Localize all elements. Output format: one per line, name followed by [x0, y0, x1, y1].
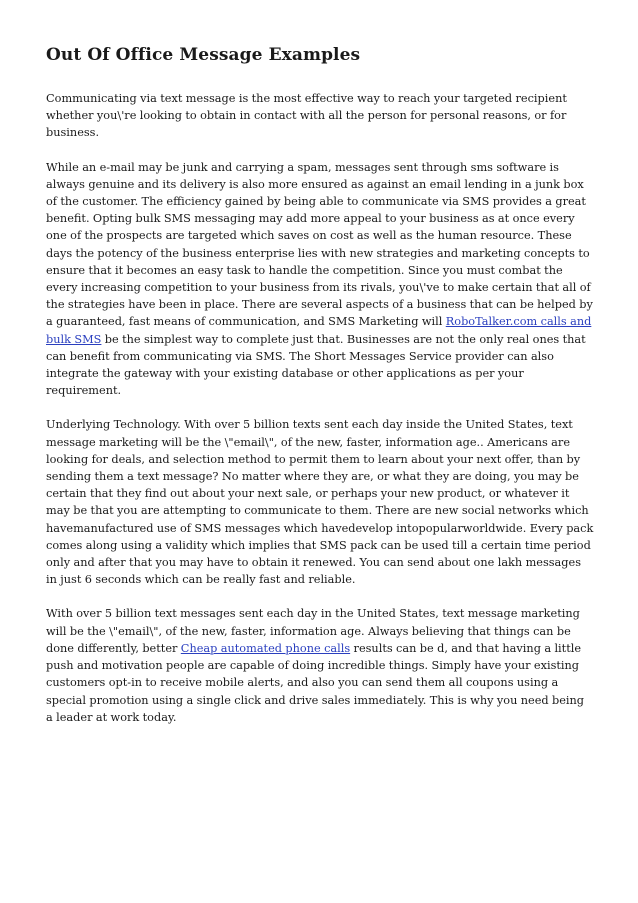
paragraph-technology — [46, 416, 594, 588]
paragraph-sms-benefits — [46, 159, 594, 400]
cheap-automated-calls-link[interactable]: Cheap automated phone calls — [180, 641, 351, 655]
paragraph-text: be the simplest way to complete just that. Businesses are not the only real ones that can benefit from communicating via SMS. The Short Messages Service provider can also integrate the gateway with your existing database or other applications as per your requirement. — [46, 332, 586, 398]
paragraph-conclusion — [46, 605, 594, 725]
paragraph-text: While an e-mail may be junk and carrying a spam, messages sent through sms software is always genuine and its delivery is also more ensured as against an email lending in a junk box of the customer. The efficiency gained by being able to communicate via SMS provides a great benefit. Opting bulk SMS messaging may add more appeal to your business as at once every one of the prospects are targeted which saves on cost as well as the human resource. These days the potency of the business enterprise lies with new strategies and marketing concepts to ensure that it becomes an easy task to handle the competition. Since you must combat the every increasing competition to your business from its rivals, you\'ve to make certain that all of the strategies have been in place. There are several aspects of a business that can be helped by a guaranteed, fast means of communication, and SMS Marketing will — [46, 160, 593, 329]
document-page — [46, 44, 594, 743]
paragraph-text: Underlying Technology. With over 5 billion texts sent each day inside the United States, text message marketing will be the \"email\", of the new, faster, information age.. Americans are looking for deals, and selection method to permit them to learn about your next offer, than by sending them a text message? No matter where they are, or what they are doing, you may be certain that they find out about your next sale, or perhaps your new product, or whatever it may be that you are attempting to communicate to them. There are new social networks which havemanufactured use of SMS messages which havedevelop intopopularworldwide. Every pack comes along using a validity which implies that SMS pack can be used till a certain time period only and after that you may have to obtain it renewed. You can send about one lakh messages in just 6 seconds which can be really fast and reliable. — [46, 418, 594, 587]
paragraph-text: results can be d, and that having a little push and motivation people are capable of doing incredible things. Simply have your existing customers opt-in to receive mobile alerts, and also you can send them all coupons using a special promotion using a single click and drive sales immediately. This is why you need being a leader at work today. — [46, 641, 585, 724]
page-title: Out Of Office Message Examples — [46, 45, 361, 65]
paragraph-text: With over 5 billion text messages sent each day in the United States, text message marketing will be the \"email\", of the new, faster, information age. Always believing that things can be done differently, better — [46, 607, 580, 655]
paragraph-intro — [46, 90, 594, 142]
robotalker-link[interactable]: RoboTalker.com calls and bulk SMS — [46, 315, 592, 346]
paragraph-text: Communicating via text message is the most effective way to reach your targeted recipient whether you\'re looking to obtain in contact with all the person for personal reasons, or for business. — [46, 92, 567, 140]
